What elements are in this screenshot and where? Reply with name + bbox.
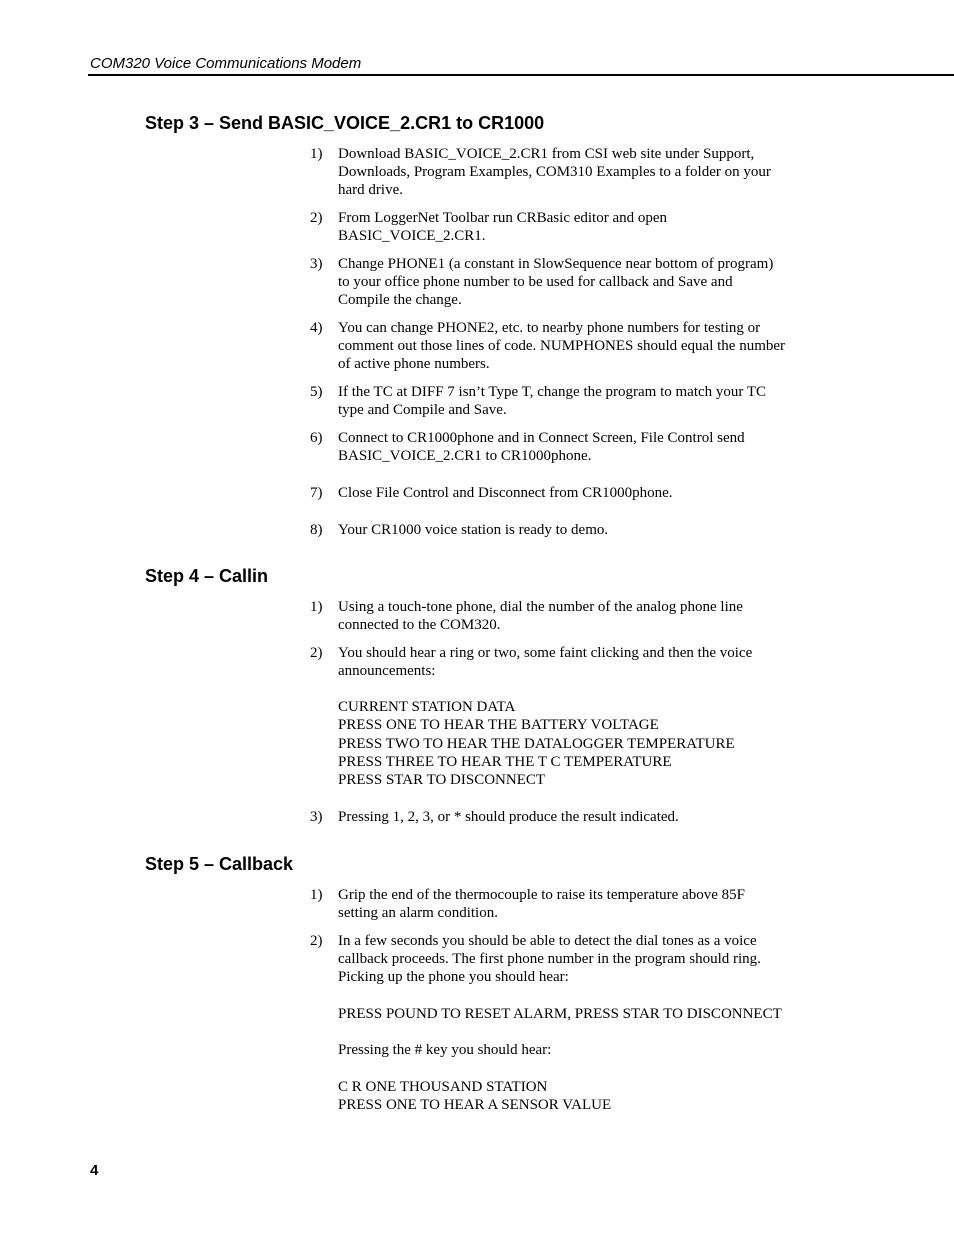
- item-number: 2): [310, 645, 323, 661]
- item-number: 1): [310, 599, 323, 615]
- item-number: 4): [310, 320, 323, 336]
- item-text: You should hear a ring or two, some faint clicking and then the voice announcements:: [338, 645, 753, 679]
- item-number: 5): [310, 384, 323, 400]
- step4-heading: Step 4 – Callin: [145, 566, 269, 586]
- item-number: 8): [310, 522, 323, 538]
- item-number: 6): [310, 430, 323, 446]
- item-number: 3): [310, 809, 323, 825]
- header-rule: [88, 74, 954, 76]
- step5-heading: Step 5 – Callback: [145, 854, 294, 874]
- item-text: You can change PHONE2, etc. to nearby phone numbers for testing or comment out those lines of code. NUMPHONES should equal the number of active phone numbers.: [338, 320, 786, 372]
- item-number: 2): [310, 210, 323, 226]
- station-prompt: C R ONE THOUSAND STATION PRESS ONE TO HEAR A SENSOR VALUE: [338, 1079, 612, 1114]
- item-number: 3): [310, 256, 323, 272]
- page-number: 4: [90, 1162, 99, 1179]
- item-text: Change PHONE1 (a constant in SlowSequence near bottom of program) to your office phone number to be used for callback and Save and Compile the change.: [338, 256, 774, 308]
- voice-announcements: CURRENT STATION DATA PRESS ONE TO HEAR THE BATTERY VOLTAGE PRESS TWO TO HEAR THE DATALOGGER TEMPERATURE PRESS THREE TO HEAR THE T C TEMPERATURE PRESS STAR TO DISCONNECT: [338, 699, 735, 789]
- item-number: 7): [310, 485, 323, 501]
- item-text: If the TC at DIFF 7 isn’t Type T, change the program to match your TC type and Compile and Save.: [338, 384, 767, 418]
- item-text: From LoggerNet Toolbar run CRBasic editor and open BASIC_VOICE_2.CR1.: [338, 210, 668, 244]
- item-text: In a few seconds you should be able to detect the dial tones as a voice callback proceeds. The first phone number in the program should ring. Picking up the phone you should hear:: [338, 933, 761, 985]
- item-text: Your CR1000 voice station is ready to demo.: [338, 522, 609, 538]
- item-text: Grip the end of the thermocouple to raise its temperature above 85F setting an alarm condition.: [338, 887, 745, 921]
- item-text: Using a touch-tone phone, dial the number of the analog phone line connected to the COM320.: [338, 599, 743, 633]
- item-number: 1): [310, 887, 323, 903]
- item-text: Download BASIC_VOICE_2.CR1 from CSI web site under Support, Downloads, Program Examples, COM310 Examples to a folder on your hard drive.: [338, 146, 771, 198]
- header-title: COM320 Voice Communications Modem: [90, 55, 362, 72]
- item-text: Close File Control and Disconnect from CR1000phone.: [338, 485, 673, 501]
- pound-key-text: Pressing the # key you should hear:: [338, 1042, 552, 1058]
- item-text: Pressing 1, 2, 3, or * should produce the result indicated.: [338, 809, 679, 825]
- step3-heading: Step 3 – Send BASIC_VOICE_2.CR1 to CR1000: [145, 113, 545, 133]
- item-text: Connect to CR1000phone and in Connect Screen, File Control send BASIC_VOICE_2.CR1 to CR1000phone.: [338, 430, 745, 464]
- item-number: 1): [310, 146, 323, 162]
- item-number: 2): [310, 933, 323, 949]
- callback-prompt: PRESS POUND TO RESET ALARM, PRESS STAR TO DISCONNECT: [338, 1006, 782, 1022]
